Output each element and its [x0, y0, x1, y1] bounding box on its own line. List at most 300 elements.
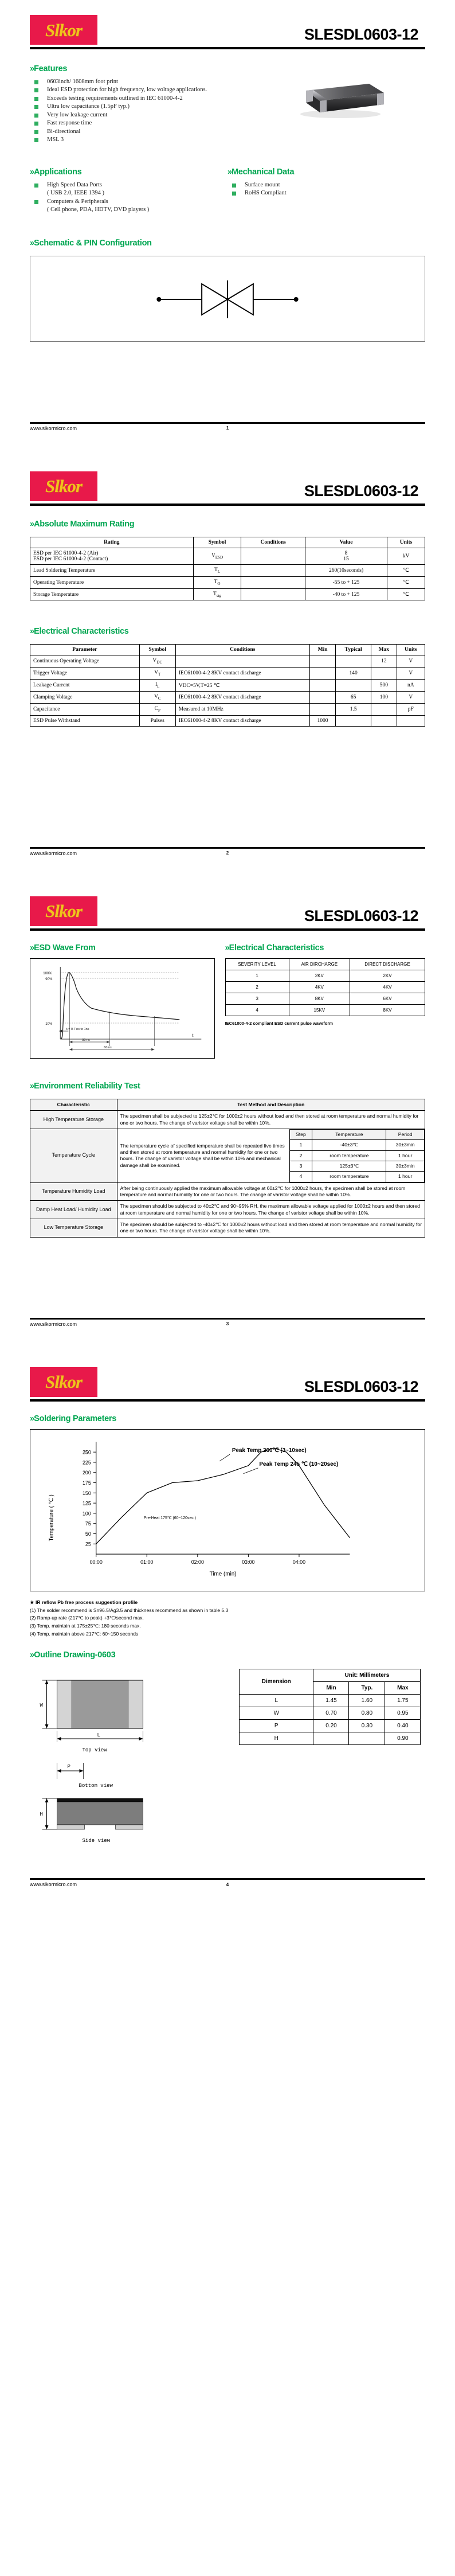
- logo-text: Slkor: [45, 476, 82, 497]
- table-cell: Operating Temperature: [30, 576, 194, 588]
- reliability-characteristic: Temperature Humidity Load: [30, 1182, 117, 1201]
- page-header: [30, 456, 425, 501]
- table-cell: 2KV: [350, 970, 425, 981]
- page-number: 2: [226, 850, 229, 856]
- list-item-label: MSL 3: [47, 136, 64, 143]
- list-item-label: High Speed Data Ports: [47, 181, 102, 188]
- y-axis-label: Temperature ( ℃ ): [48, 1494, 55, 1541]
- column-header: Temperature: [312, 1129, 386, 1139]
- table-cell: ℃: [387, 576, 425, 588]
- y-axis-tick-label: 25: [85, 1541, 91, 1547]
- table-cell: [313, 1732, 349, 1745]
- table-cell: 0.30: [349, 1720, 385, 1732]
- reflow-note: (4) Temp. maintain above 217℃: 60~150 seconds: [30, 1630, 139, 1637]
- table-cell: Continuous Operating Voltage: [30, 655, 140, 668]
- symbol-subscript: DC: [156, 660, 163, 665]
- column-header: Characteristic: [30, 1099, 117, 1110]
- table-cell: 500: [371, 680, 397, 692]
- table-cell: [397, 715, 425, 726]
- svg-text:100%: 100%: [43, 971, 52, 975]
- table-cell: [309, 704, 335, 716]
- table-cell: $V_{ESD}$: [193, 548, 241, 564]
- column-header: Max: [385, 1682, 421, 1695]
- table-cell: Capacitance: [30, 704, 140, 716]
- table-row: [30, 680, 425, 692]
- table-cell: [241, 576, 305, 588]
- column-header: DIRECT DISCHARGE: [350, 958, 425, 970]
- list-item-label: Ultra low capacitance (1.5pF typ.): [47, 103, 130, 110]
- company-logo: [30, 896, 97, 926]
- table-row: [289, 1172, 424, 1182]
- table-cell: [336, 680, 371, 692]
- y-axis-tick-label: 175: [82, 1480, 91, 1486]
- company-logo: [30, 471, 97, 501]
- table-cell: $I_L$: [139, 680, 175, 692]
- symbol-subscript: L: [217, 569, 221, 574]
- page-header: [30, 1352, 425, 1397]
- bullet-square-icon: [34, 105, 38, 109]
- svg-text:90%: 90%: [45, 977, 53, 981]
- table-row: [30, 548, 425, 564]
- table-cell: 4KV: [289, 981, 350, 993]
- column-header: AIR DIRCHARGE: [289, 958, 350, 970]
- table-cell: $V_{DC}$: [139, 655, 175, 668]
- list-item-label: Very low leakage current: [47, 111, 108, 118]
- table-row: [240, 1707, 421, 1720]
- list-item-label: Computers & Peripherals: [47, 198, 108, 205]
- table-cell: -40 to + 125: [305, 588, 387, 600]
- page-3: [0, 856, 455, 1327]
- svg-text:L: L: [97, 1732, 100, 1739]
- bullet-square-icon: [232, 192, 236, 196]
- svg-text:W: W: [40, 1703, 43, 1709]
- list-item-label: Bi-directional: [47, 128, 81, 135]
- table-row: [30, 1219, 425, 1238]
- bullet-square-icon: [34, 200, 38, 204]
- chart-annotation: Pre-Heat 175℃ (60~120sec.): [143, 1516, 196, 1520]
- footer-url[interactable]: www.slkormicro.com: [30, 850, 77, 856]
- table-cell: 0.95: [385, 1707, 421, 1720]
- table-row: [225, 981, 425, 993]
- page-footer: [30, 849, 425, 856]
- table-cell: [309, 680, 335, 692]
- y-axis-tick-label: 200: [82, 1469, 91, 1476]
- table-cell: [309, 692, 335, 704]
- table-header-row: [30, 537, 425, 548]
- y-axis-tick-label: 150: [82, 1490, 91, 1496]
- table-row: [30, 655, 425, 668]
- bullet-square-icon: [34, 114, 38, 118]
- table-cell: 125±3℃: [312, 1161, 386, 1172]
- list-item-label: Surface mount: [245, 181, 280, 188]
- symbol-subscript: ESD: [215, 555, 223, 560]
- table-cell: room temperature: [312, 1150, 386, 1161]
- column-header: Units: [397, 645, 425, 655]
- column-header: Units: [387, 537, 425, 548]
- column-header: Period: [386, 1129, 425, 1139]
- column-header: Conditions: [241, 537, 305, 548]
- reflow-note: (1) The solder recommend is Sn96.5/Ag3.5 and thickness recommend as shown in table 5.3: [30, 1607, 229, 1613]
- column-header: Typ.: [349, 1682, 385, 1695]
- table-row: [225, 993, 425, 1004]
- table-cell: -55 to + 125: [305, 576, 387, 588]
- table-cell: 2KV: [289, 970, 350, 981]
- logo-text: Slkor: [45, 19, 82, 40]
- table-row: [289, 1161, 424, 1172]
- page-footer: [30, 424, 425, 431]
- section-title-esd-wave-form: »ESD Wave From: [30, 943, 96, 953]
- section-title-features: »Features: [30, 64, 68, 73]
- column-header: Value: [305, 537, 387, 548]
- list-item: [30, 136, 425, 144]
- chevron-icon: »: [30, 943, 34, 953]
- table-cell: W: [240, 1707, 313, 1720]
- table-cell: Clamping Voltage: [30, 692, 140, 704]
- bullet-square-icon: [34, 130, 38, 134]
- section-title-electrical-characteristics-3: »Electrical Characteristics: [225, 943, 324, 953]
- table-header-row: [225, 958, 425, 970]
- svg-text:60 ns: 60 ns: [104, 1045, 112, 1049]
- table-cell: Storage Temperature: [30, 588, 194, 600]
- table-cell: 15KV: [289, 1004, 350, 1016]
- table-row: [240, 1695, 421, 1707]
- symbol-subscript: C: [158, 696, 161, 701]
- table-cell: -40±3℃: [312, 1140, 386, 1150]
- list-item-label: Fast response time: [47, 120, 92, 127]
- package-outline-drawing: [30, 1666, 227, 1844]
- table-cell: 140: [336, 668, 371, 680]
- table-cell: 4KV: [350, 981, 425, 993]
- table-cell: Trigger Voltage: [30, 668, 140, 680]
- chevron-icon: »: [30, 627, 34, 637]
- list-item-sublabel: ( USB 2.0, IEEE 1394 ): [47, 190, 105, 197]
- page-title: SLESDL0603-12: [304, 482, 418, 499]
- table-cell: $T_O$: [193, 576, 241, 588]
- reflow-note: (3) Temp. maintain at 175±25℃: 180 seconds max.: [30, 1622, 141, 1629]
- x-axis-tick-label: 04:00: [292, 1559, 306, 1565]
- dimension-unit-row: [240, 1669, 421, 1682]
- column-header: Symbol: [139, 645, 175, 655]
- list-item-sublabel: ( Cell phone, PDA, HDTV, DVD players ): [47, 206, 150, 213]
- applications-list: [30, 181, 227, 214]
- table-cell: nA: [397, 680, 425, 692]
- table-cell: $T_{stg}$: [193, 588, 241, 600]
- x-axis-tick-label: 00:00: [89, 1559, 103, 1565]
- table-cell: kV: [387, 548, 425, 564]
- table-cell: 1: [289, 1140, 312, 1150]
- chevron-icon: »: [30, 1650, 34, 1660]
- table-cell: 0.90: [385, 1732, 421, 1745]
- table-cell: VDC=5V,T=25 ℃: [175, 680, 309, 692]
- column-header: Max: [371, 645, 397, 655]
- table-cell: $T_L$: [193, 564, 241, 576]
- column-header: Parameter: [30, 645, 140, 655]
- reliability-description: The specimen shall be subjected to 125±2℃ for 1000±2 hours without load and then stored at room temperature and normal humidity for one or two hours. The change of varistor voltage shall be within 10%.: [117, 1111, 425, 1129]
- table-cell: [336, 655, 371, 668]
- table-cell: P: [240, 1720, 313, 1732]
- reflow-profile-chart: [30, 1429, 425, 1591]
- x-axis-tick-label: 02:00: [191, 1559, 204, 1565]
- page-title: SLESDL0603-12: [304, 26, 418, 43]
- symbol-subscript: stg: [216, 593, 222, 598]
- bullet-square-icon: [34, 184, 38, 188]
- product-photo: [283, 61, 392, 125]
- table-cell: ℃: [387, 588, 425, 600]
- column-header: Step: [289, 1129, 312, 1139]
- reliability-characteristic: Temperature Cycle: [30, 1129, 117, 1182]
- chart-annotation: Peak Temp 245 ℃ (10~20sec): [259, 1461, 339, 1467]
- x-axis-label: Time (min): [209, 1571, 237, 1578]
- symbol-subscript: L: [157, 684, 160, 689]
- table-cell: L: [240, 1695, 313, 1707]
- bullet-square-icon: [34, 97, 38, 101]
- table-cell: 260(10seconds): [305, 564, 387, 576]
- page-footer: [30, 1880, 425, 1887]
- table-row: [225, 1004, 425, 1016]
- symbol-subscript: T: [158, 672, 161, 677]
- table-row: [289, 1140, 424, 1150]
- column-header: Rating: [30, 537, 194, 548]
- table-cell: [241, 564, 305, 576]
- table-cell: IEC61000-4-2 8KV contact discharge: [175, 715, 309, 726]
- column-header: Symbol: [193, 537, 241, 548]
- table-cell: [371, 668, 397, 680]
- y-axis-tick-label: 125: [82, 1500, 91, 1506]
- table-cell: [349, 1732, 385, 1745]
- table-cell: [371, 715, 397, 726]
- page-2: [0, 431, 455, 856]
- section-title-applications: »Applications: [30, 167, 82, 177]
- table-cell: room temperature: [312, 1172, 386, 1182]
- table-cell: 12: [371, 655, 397, 668]
- table-cell: [309, 668, 335, 680]
- svg-text:Side view: Side view: [82, 1838, 111, 1844]
- logo-text: Slkor: [45, 901, 82, 922]
- bullet-square-icon: [34, 80, 38, 84]
- table-cell: V: [397, 692, 425, 704]
- table-row: [289, 1150, 424, 1161]
- reliability-characteristic: Low Temperature Storage: [30, 1219, 117, 1238]
- table-row: [30, 715, 425, 726]
- table-cell: IEC61000-4-2 8KV contact discharge: [175, 692, 309, 704]
- list-item: [30, 128, 425, 136]
- table-cell: 2: [225, 981, 289, 993]
- table-cell: 1 hour: [386, 1150, 425, 1161]
- table-cell: 3: [289, 1161, 312, 1172]
- list-item-label: RoHS Compliant: [245, 190, 287, 197]
- page-number: 4: [226, 1882, 229, 1887]
- table-cell: 1: [225, 970, 289, 981]
- y-axis-tick-label: 50: [85, 1531, 91, 1537]
- chevron-icon: »: [30, 1414, 34, 1423]
- table-cell: $V_C$: [139, 692, 175, 704]
- table-cell: 0.20: [313, 1720, 349, 1732]
- table-cell: 1.60: [349, 1695, 385, 1707]
- table-cell: 65: [336, 692, 371, 704]
- table-cell: 1.45: [313, 1695, 349, 1707]
- company-logo: [30, 15, 97, 45]
- svg-text:P: P: [67, 1764, 70, 1770]
- svg-text:Top view: Top view: [82, 1747, 107, 1754]
- table-cell: ℃: [387, 564, 425, 576]
- esd-severity-level-table: [225, 958, 425, 1016]
- footer-url[interactable]: www.slkormicro.com: [30, 1321, 77, 1327]
- table-row: [30, 564, 425, 576]
- table-cell: [371, 704, 397, 716]
- bullet-square-icon: [34, 88, 38, 92]
- logo-text: Slkor: [45, 1372, 82, 1392]
- chevron-icon: »: [30, 519, 34, 529]
- table-cell: [175, 655, 309, 668]
- company-logo: [30, 1367, 97, 1397]
- svg-text:30 ns: 30 ns: [82, 1038, 90, 1042]
- svg-text:t: t: [192, 1032, 194, 1038]
- table-cell: 2: [289, 1150, 312, 1161]
- svg-text:Bottom view: Bottom view: [79, 1783, 113, 1789]
- chevron-icon: »: [30, 1081, 34, 1091]
- section-title-absolute-maximum-rating: »Absolute Maximum Rating: [30, 519, 135, 529]
- dimension-header-cell: Dimension: [240, 1669, 313, 1695]
- chart-annotation: Peak Temp 260℃ (3~10sec): [232, 1447, 307, 1454]
- table-cell: [309, 655, 335, 668]
- symbol-subscript: P: [158, 708, 160, 713]
- list-item: [30, 198, 227, 214]
- table-row: [240, 1720, 421, 1732]
- column-header: Min: [309, 645, 335, 655]
- chevron-icon: »: [30, 64, 34, 73]
- table-cell: 100: [371, 692, 397, 704]
- table-cell: Pulses: [139, 715, 175, 726]
- chevron-icon: »: [30, 167, 34, 177]
- table-cell: Lead Soldering Temperature: [30, 564, 194, 576]
- reliability-characteristic: High Temperature Storage: [30, 1111, 117, 1129]
- x-axis-tick-label: 01:00: [140, 1559, 154, 1565]
- table-cell: 8 15: [305, 548, 387, 564]
- reliability-description: The temperature cycle of specified temperature shall be repeated five times and then stored at room temperature and normal humidity for one or two hours. The change of varistor voltage shall be within 10% and mechanical damage shall be examined.: [120, 1142, 285, 1168]
- reliability-description: The specimen should be subjected to 40±2℃ and 90~95% RH, the maximum allowable voltage applied for 1000±2 hours and then stored at room temperature and normal humidity for one or two hours. The change of varistor voltage shall be within 10%.: [117, 1201, 425, 1219]
- table-row: [30, 1129, 425, 1182]
- list-item-label: Ideal ESD protection for high frequency, low voltage applications.: [47, 87, 207, 93]
- y-axis-tick-label: 100: [82, 1511, 91, 1517]
- page-4: [0, 1327, 455, 1887]
- table-row: [30, 692, 425, 704]
- reflow-notes-title: ★ IR reflow Pb free process suggestion profile: [30, 1599, 138, 1605]
- schematic-diagram: [30, 256, 425, 342]
- section-title-environment-reliability-test: »Environment Reliability Test: [30, 1081, 140, 1091]
- bullet-square-icon: [34, 138, 38, 142]
- chevron-icon: »: [225, 943, 229, 953]
- page-header: [30, 881, 425, 926]
- section-title-electrical-characteristics: »Electrical Characteristics: [30, 627, 129, 637]
- absolute-maximum-rating-table: [30, 537, 425, 601]
- list-item: [227, 189, 425, 197]
- table-cell: 30±3min: [386, 1140, 425, 1150]
- esd-waveform-figure: [30, 958, 215, 1059]
- table-row: [240, 1732, 421, 1745]
- list-item: [30, 181, 227, 198]
- table-row: [30, 1182, 425, 1201]
- column-header: Conditions: [175, 645, 309, 655]
- reliability-characteristic: Damp Heat Load/ Humidity Load: [30, 1201, 117, 1219]
- table-cell: 1.75: [385, 1695, 421, 1707]
- svg-text:H: H: [40, 1812, 43, 1818]
- table-cell: H: [240, 1732, 313, 1745]
- list-item-label: Exceeds testing requirements outlined in IEC 61000-4-2: [47, 95, 183, 102]
- table-row: [30, 1111, 425, 1129]
- table-row: [30, 704, 425, 716]
- table-cell: 1.5: [336, 704, 371, 716]
- x-axis-tick-label: 03:00: [242, 1559, 255, 1565]
- table-cell: 1 hour: [386, 1172, 425, 1182]
- svg-text:tₗ = 0.7 ns to 1ns: tₗ = 0.7 ns to 1ns: [66, 1027, 89, 1031]
- section-title-schematic: »Schematic & PIN Configuration: [30, 238, 152, 248]
- reliability-description-cell: [117, 1129, 425, 1182]
- list-item: [227, 181, 425, 189]
- reliability-description: After being continuously applied the maximum allowable voltage at 60±2℃ for 1000±2 hours, the specimen shall be stored at room temperature and normal humidity for one or two hours. The change of varistor voltage shall be within 10%.: [117, 1182, 425, 1201]
- page-1: [0, 0, 455, 431]
- table-cell: 1000: [309, 715, 335, 726]
- footer-url[interactable]: www.slkormicro.com: [30, 425, 77, 431]
- reliability-description: The specimen should be subjected to -40±2℃ for 1000±2 hours without load and then stored at room temperature and normal humidity for one or two hours. The change of varistor voltage shall be within 10%.: [117, 1219, 425, 1238]
- reflow-notes-list: [30, 1607, 425, 1638]
- column-header: Min: [313, 1682, 349, 1695]
- table-cell: V: [397, 668, 425, 680]
- table-cell: [241, 588, 305, 600]
- page-number: 1: [226, 426, 229, 431]
- table-cell: 0.70: [313, 1707, 349, 1720]
- temperature-cycle-table: [289, 1129, 425, 1182]
- table-cell: [241, 548, 305, 564]
- table-cell: 8KV: [289, 993, 350, 1004]
- page-number: 3: [226, 1321, 229, 1327]
- y-axis-tick-label: 75: [85, 1520, 91, 1527]
- section-title-outline-drawing: »Outline Drawing-0603: [30, 1650, 116, 1660]
- table-cell: 0.40: [385, 1720, 421, 1732]
- y-axis-tick-label: 225: [82, 1459, 91, 1466]
- table-cell: 8KV: [350, 1004, 425, 1016]
- table-header-row: [30, 1099, 425, 1110]
- severity-table-caption: IEC61000-4-2 compliant ESD current pulse waveform: [225, 1020, 333, 1026]
- table-cell: Measured at 10MHz: [175, 704, 309, 716]
- dimension-table: [239, 1669, 421, 1745]
- table-cell: 6KV: [350, 993, 425, 1004]
- table-cell: pF: [397, 704, 425, 716]
- table-cell: IEC61000-4-2 8KV contact discharge: [175, 668, 309, 680]
- page-header: [30, 0, 425, 45]
- chevron-icon: »: [30, 238, 34, 248]
- list-item-label: 0603inch/ 1608mm foot print: [47, 79, 118, 85]
- column-header: Test Method and Description: [117, 1099, 425, 1110]
- table-row: [30, 576, 425, 588]
- section-title-mechanical-data: »Mechanical Data: [227, 167, 295, 177]
- mechanical-data-list: [227, 181, 425, 198]
- svg-text:10%: 10%: [45, 1022, 53, 1026]
- table-row: [30, 1201, 425, 1219]
- table-cell: 4: [225, 1004, 289, 1016]
- table-header-row: [30, 645, 425, 655]
- bullet-square-icon: [34, 122, 38, 126]
- table-cell: ESD Pulse Withstand: [30, 715, 140, 726]
- table-cell: ESD per IEC 61000-4-2 (Air) ESD per IEC 61000-4-2 (Contact): [30, 548, 194, 564]
- table-row: [225, 970, 425, 981]
- table-cell: Leakage Current: [30, 680, 140, 692]
- footer-url[interactable]: www.slkormicro.com: [30, 1882, 77, 1888]
- table-cell: 0.80: [349, 1707, 385, 1720]
- symbol-subscript: O: [217, 581, 221, 586]
- bullet-square-icon: [232, 184, 236, 188]
- page-title: SLESDL0603-12: [304, 907, 418, 924]
- table-cell: $C_P$: [139, 704, 175, 716]
